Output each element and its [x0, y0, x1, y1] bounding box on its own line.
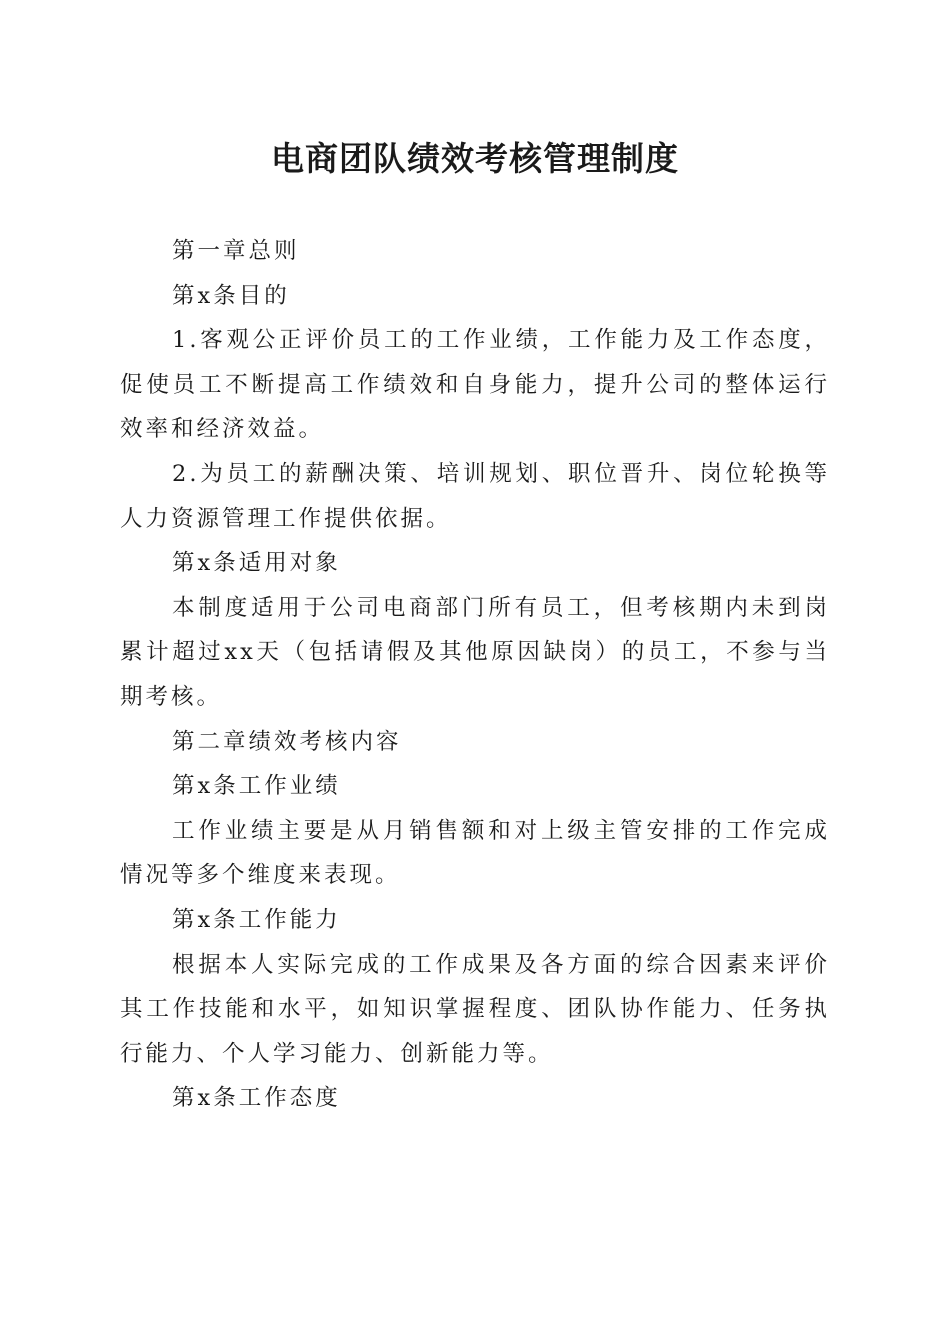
body-paragraph: 1.客观公正评价员工的工作业绩，工作能力及工作态度，促使员工不断提高工作绩效和自身能力，提升公司的整体运行效率和经济效益。 [120, 327, 830, 443]
chapter-heading: 第二章绩效考核内容 [172, 728, 402, 755]
document-title: 电商团队绩效考核管理制度 [271, 139, 679, 178]
body-paragraph: 2.为员工的薪酬决策、培训规划、职位晋升、岗位轮换等人力资源管理工作提供依据。 [120, 460, 830, 532]
article-heading: 第x条适用对象 [172, 550, 341, 577]
article-heading: 第x条工作态度 [172, 1085, 341, 1112]
body-paragraph: 根据本人实际完成的工作成果及各方面的综合因素来评价其工作技能和水平，如知识掌握程度、团队协作能力、任务执行能力、个人学习能力、创新能力等。 [120, 951, 830, 1067]
article-heading: 第x条工作业绩 [172, 773, 341, 800]
body-paragraph: 工作业绩主要是从月销售额和对上级主管安排的工作完成情况等多个维度来表现。 [120, 817, 830, 889]
document-body [120, 229, 830, 1121]
article-heading: 第x条目的 [172, 282, 290, 309]
body-paragraph: 本制度适用于公司电商部门所有员工，但考核期内未到岗累计超过xx天（包括请假及其他原因缺岗）的员工，不参与当期考核。 [120, 594, 830, 710]
chapter-heading: 第一章总则 [172, 238, 300, 264]
article-heading: 第x条工作能力 [172, 906, 341, 933]
